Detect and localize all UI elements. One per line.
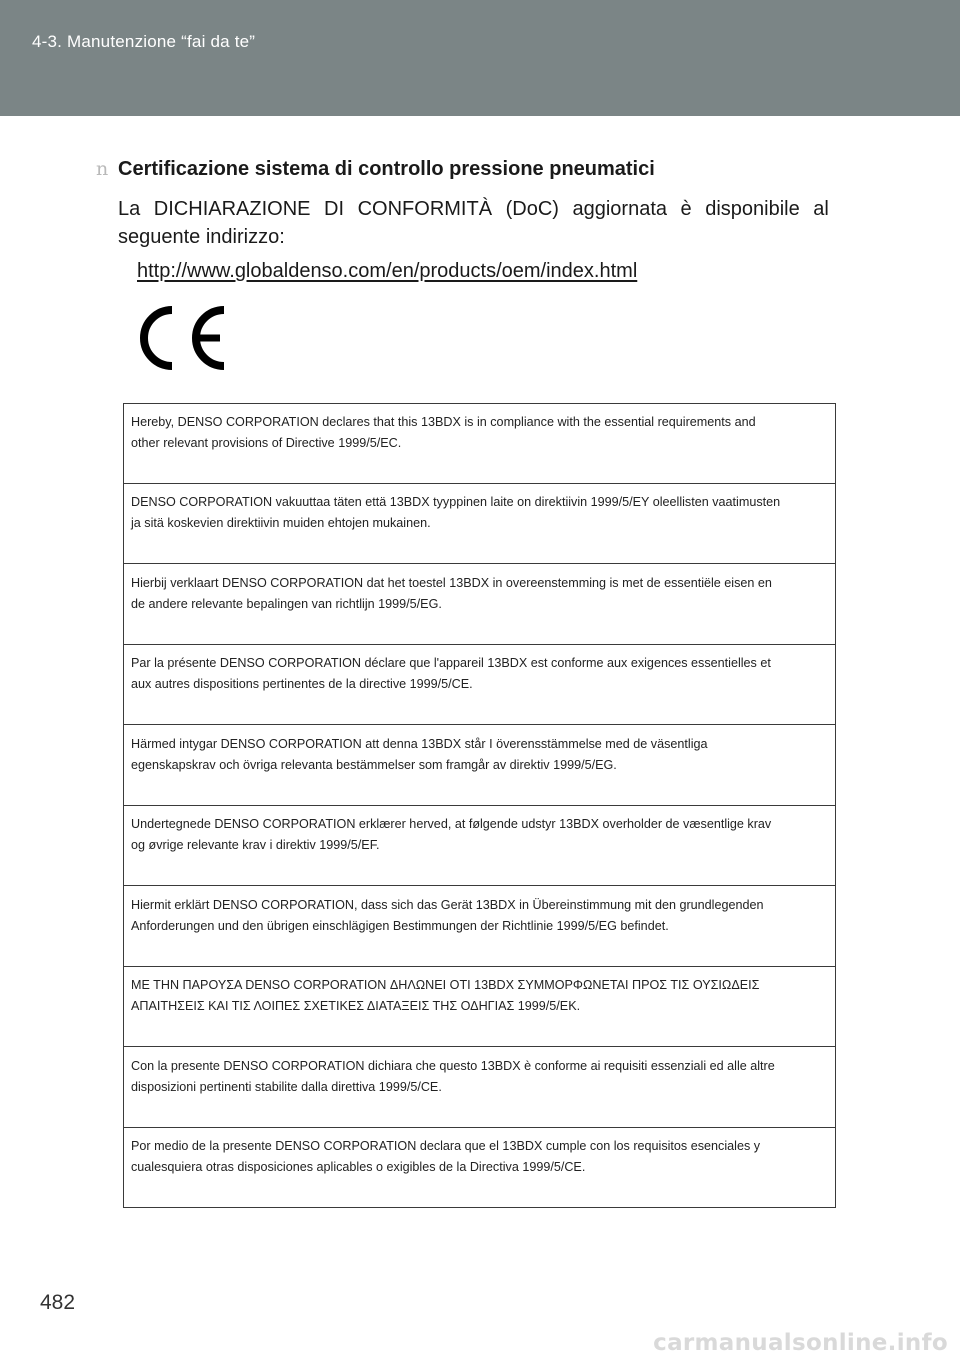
- bullet-marker: n: [96, 158, 109, 180]
- declaration-row-french: [124, 645, 835, 725]
- declaration-text-line: ΑΠΑΙΤΗΣΕΙΣ ΚΑΙ ΤΙΣ ΛΟΙΠΕΣ ΣΧΕΤΙΚΕΣ ΔΙΑΤΑΞΕΙΣ ΤΗΣ ΟΔΗΓΙΑΣ 1999/5/ΕΚ.: [131, 999, 581, 1013]
- declaration-text-line: Hereby, DENSO CORPORATION declares that this 13BDX is in compliance with the essential requirements and: [131, 415, 756, 429]
- declaration-row-danish: [124, 806, 835, 886]
- declaration-text-line: Härmed intygar DENSO CORPORATION att denna 13BDX står I överensstämmelse med de väsentliga: [131, 737, 708, 751]
- declaration-text-line: og øvrige relevante krav i direktiv 1999/5/EF.: [131, 838, 380, 852]
- intro-paragraph-line1: La DICHIARAZIONE DI CONFORMITÀ (DoC) aggiornata è disponibile al: [118, 198, 829, 220]
- doc-url-link[interactable]: http://www.globaldenso.com/en/products/oem/index.html: [137, 260, 638, 282]
- declaration-text-line: Anforderungen und den übrigen einschlägigen Bestimmungen der Richtlinie 1999/5/EG befindet.: [131, 919, 669, 933]
- ce-mark-logo: [134, 304, 230, 372]
- declaration-text-line: DENSO CORPORATION vakuuttaa täten että 13BDX tyyppinen laite on direktiivin 1999/5/EY oleellisten vaatimusten: [131, 495, 781, 509]
- declaration-row-swedish: [124, 726, 835, 806]
- declaration-row-german: [124, 887, 835, 967]
- declaration-text-line: Par la présente DENSO CORPORATION déclare que l'appareil 13BDX est conforme aux exigences essentielles et: [131, 656, 771, 670]
- section-heading: Certificazione sistema di controllo pressione pneumatici: [118, 158, 655, 180]
- declaration-row-finnish: [124, 484, 835, 564]
- declaration-text-line: ja sitä koskevien direktiivin muiden ehtojen mukainen.: [131, 516, 431, 530]
- section-heading-row: [96, 158, 876, 181]
- page-number: 482: [40, 1291, 76, 1314]
- declaration-text-line: ΜΕ ΤΗΝ ΠΑΡΟΥΣΑ DENSO CORPORATION ΔΗΛΩΝΕΙ ΟΤΙ 13BDX ΣΥΜΜΟΡΦΩΝΕΤΑΙ ΠΡΟΣ ΤΙΣ ΟΥΣΙΩΔΕΙΣ: [131, 978, 760, 992]
- declaration-text-line: Undertegnede DENSO CORPORATION erklærer herved, at følgende udstyr 13BDX overholder de væsentlige krav: [131, 817, 772, 831]
- declaration-row-english: [124, 404, 835, 484]
- declaration-text-line: Con la presente DENSO CORPORATION dichiara che questo 13BDX è conforme ai requisiti essenziali ed alle altre: [131, 1059, 775, 1073]
- declaration-text-line: aux autres dispositions pertinentes de la directive 1999/5/CE.: [131, 677, 473, 691]
- declaration-text-line: Hiermit erklärt DENSO CORPORATION, dass sich das Gerät 13BDX in Übereinstimmung mit den grundlegenden: [131, 898, 764, 912]
- declaration-text-line: de andere relevante bepalingen van richtlijn 1999/5/EG.: [131, 597, 442, 611]
- declaration-text-line: Hierbij verklaart DENSO CORPORATION dat het toestel 13BDX in overeenstemming is met de essentiële eisen en: [131, 576, 772, 590]
- declaration-table: [123, 403, 836, 1208]
- ce-mark-c: [144, 310, 172, 366]
- declaration-text-line: disposizioni pertinenti stabilite dalla direttiva 1999/5/CE.: [131, 1080, 442, 1094]
- declaration-text-line: Por medio de la presente DENSO CORPORATION declara que el 13BDX cumple con los requisitos esenciales y: [131, 1139, 761, 1153]
- declaration-row-italian: [124, 1048, 835, 1128]
- section-title: 4-3. Manutenzione “fai da te”: [32, 32, 256, 51]
- declaration-text-line: egenskapskrav och övriga relevanta bestämmelser som framgår av direktiv 1999/5/EG.: [131, 758, 617, 772]
- declaration-row-dutch: [124, 565, 835, 645]
- declaration-text-line: other relevant provisions of Directive 1999/5/EC.: [131, 436, 402, 450]
- watermark: carmanualsonline.info: [653, 1330, 948, 1356]
- intro-paragraph-line2: seguente indirizzo:: [118, 226, 285, 248]
- declaration-row-spanish: [124, 1128, 835, 1211]
- header-band: [0, 0, 960, 116]
- declaration-text-line: cualesquiera otras disposiciones aplicables o exigibles de la Directiva 1999/5/CE.: [131, 1160, 586, 1174]
- declaration-row-greek: [124, 967, 835, 1047]
